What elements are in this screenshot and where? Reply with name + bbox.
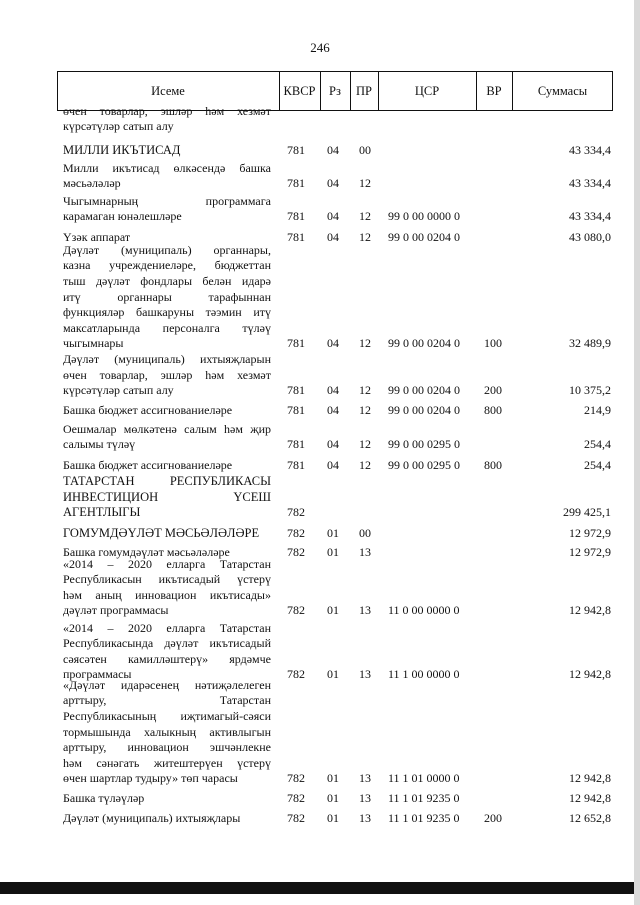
row-name-line: «2014 – 2020 елларга Татарстан	[63, 556, 271, 571]
row-sum: 12 972,9	[569, 545, 611, 559]
table-row	[57, 242, 613, 352]
row-rz: 04	[327, 437, 339, 451]
row-kvsr: 781	[287, 336, 305, 350]
row-pr: 13	[359, 545, 371, 559]
row-vr: 800	[484, 458, 502, 472]
row-csr: 99 0 00 0295 0	[388, 437, 460, 451]
row-name-line: тормышында халыкның активлыгын	[63, 724, 271, 739]
row-kvsr: 782	[287, 526, 305, 540]
row-kvsr: 782	[287, 667, 305, 681]
row-csr: 11 1 01 0000 0	[388, 771, 460, 785]
row-kvsr: 781	[287, 143, 305, 157]
row-name	[63, 403, 271, 419]
row-pr: 13	[359, 791, 371, 805]
row-name-line: «Дәүләт идарәсенең нәтиҗәлелеген	[63, 677, 271, 692]
row-pr: 12	[359, 230, 371, 244]
row-name-line: салымы түләү	[63, 437, 136, 452]
row-sum: 43 080,0	[569, 230, 611, 244]
row-rz: 01	[327, 526, 339, 540]
row-name-line: максатларында персоналга түләү	[63, 320, 271, 335]
row-rz: 04	[327, 143, 339, 157]
row-kvsr: 782	[287, 505, 305, 519]
header-pr: ПР	[356, 84, 372, 98]
row-sum: 43 334,4	[569, 176, 611, 190]
row-rz: 04	[327, 403, 339, 417]
row-name-line: арттыру, инновацион эшчәнлекне	[63, 740, 271, 755]
row-name	[63, 621, 271, 683]
header-sum: Суммасы	[537, 84, 588, 98]
row-name-line: Чыгымнарның программага	[63, 193, 271, 208]
row-csr: 11 0 00 0000 0	[388, 603, 460, 617]
row-name-line: дәүләт программасы	[63, 603, 169, 618]
header-vr: ВР	[486, 84, 502, 98]
row-pr: 12	[359, 403, 371, 417]
row-rz: 01	[327, 771, 339, 785]
row-name-line: программасы	[63, 667, 132, 682]
row-name-line: тыш дәүләт фондлары белән идарә	[63, 274, 271, 289]
row-pr: 00	[359, 143, 371, 157]
page-number: 246	[310, 40, 330, 55]
row-csr: 11 1 01 9235 0	[388, 791, 460, 805]
row-pr: 12	[359, 209, 371, 223]
row-name	[63, 458, 271, 474]
header-name: Исеме	[151, 84, 185, 98]
row-name-line: чыгымнары	[63, 336, 124, 351]
row-csr: 11 1 00 0000 0	[388, 667, 460, 681]
row-name	[63, 422, 271, 453]
row-pr: 00	[359, 526, 371, 540]
row-name-line: һәм аның инновацион икътисады»	[63, 587, 271, 602]
row-kvsr: 781	[287, 230, 305, 244]
row-pr: 13	[359, 603, 371, 617]
row-name-line: күрсәтүләр сатып алу	[63, 119, 174, 134]
row-rz: 04	[327, 336, 339, 350]
row-kvsr: 782	[287, 603, 305, 617]
table-row	[57, 399, 613, 419]
row-name-line: өчен товарлар, эшләр һәм хезмәт	[63, 367, 271, 382]
row-name-line: казна учреждениеләре, бюджеттан	[63, 258, 271, 273]
row-name-line: Үзәк аппарат	[63, 230, 131, 245]
row-kvsr: 781	[287, 209, 305, 223]
row-vr: 100	[484, 336, 502, 350]
table-row	[57, 352, 613, 399]
row-kvsr: 781	[287, 176, 305, 190]
row-pr: 12	[359, 383, 371, 397]
header-csr: ЦСР	[414, 84, 440, 98]
row-name-line: Дәүләт (муниципаль) ихтыяҗларын	[63, 352, 271, 367]
row-name-line: Оешмалар мөлкәтенә салым һәм җир	[63, 421, 271, 436]
row-rz: 01	[327, 811, 339, 825]
row-pr: 12	[359, 437, 371, 451]
row-name	[63, 474, 271, 521]
scan-border	[0, 882, 640, 894]
row-name	[63, 104, 271, 135]
row-rz: 01	[327, 545, 339, 559]
row-kvsr: 782	[287, 545, 305, 559]
row-name	[63, 557, 271, 619]
row-name-line: Республикасын икътисадый үстерү	[63, 572, 271, 587]
row-name-line: АГЕНТЛЫГЫ	[63, 505, 141, 520]
row-sum: 12 942,8	[569, 791, 611, 805]
row-name-line: ИНВЕСТИЦИОН ҮСЕШ	[63, 489, 271, 504]
header-rz: Рз	[329, 84, 341, 98]
row-rz: 04	[327, 209, 339, 223]
row-kvsr: 781	[287, 403, 305, 417]
row-name	[63, 526, 271, 542]
row-kvsr: 781	[287, 458, 305, 472]
row-csr: 99 0 00 0204 0	[388, 336, 460, 350]
row-vr: 200	[484, 811, 502, 825]
row-name-line: һәм сәнәгать житештерүен үстерү	[63, 755, 271, 770]
table-row	[57, 135, 613, 159]
table-row	[57, 103, 613, 135]
row-name-line: ТАТАРСТАН РЕСПУБЛИКАСЫ	[63, 474, 271, 489]
row-name	[63, 352, 271, 399]
row-csr: 11 1 01 9235 0	[388, 811, 460, 825]
row-sum: 43 334,4	[569, 209, 611, 223]
row-pr: 12	[359, 176, 371, 190]
row-name-line: мәсьәләләр	[63, 176, 121, 191]
row-rz: 01	[327, 791, 339, 805]
table-row	[57, 619, 613, 683]
row-sum: 254,4	[584, 437, 611, 451]
row-name-line: карамаган юнәлешләре	[63, 209, 182, 224]
row-csr: 99 0 00 0204 0	[388, 403, 460, 417]
row-csr: 99 0 00 0295 0	[388, 458, 460, 472]
row-csr: 99 0 00 0204 0	[388, 230, 460, 244]
table-row	[57, 419, 613, 453]
row-name-line: Башка бюджет ассигнованиеләре	[63, 403, 233, 418]
row-rz: 01	[327, 603, 339, 617]
table-row	[57, 474, 613, 521]
row-name	[63, 161, 271, 192]
row-kvsr: 781	[287, 383, 305, 397]
row-name-line: Республикасында дәүләт икътисадый	[63, 636, 271, 651]
row-csr: 99 0 00 0000 0	[388, 209, 460, 223]
row-pr: 13	[359, 667, 371, 681]
row-name	[63, 791, 271, 807]
row-name	[63, 194, 271, 225]
row-pr: 13	[359, 771, 371, 785]
row-vr: 200	[484, 383, 502, 397]
row-name-line: арттыру, Татарстан	[63, 693, 271, 708]
row-rz: 01	[327, 667, 339, 681]
row-sum: 10 375,2	[569, 383, 611, 397]
table-row	[57, 192, 613, 225]
row-rz: 04	[327, 383, 339, 397]
row-name-line: Башка гомумдәүләт мәсьәләләре	[63, 545, 230, 560]
row-name-line: «2014 – 2020 елларга Татарстан	[63, 620, 271, 635]
row-name-line: Милли икътисад өлкәсендә башка	[63, 160, 271, 175]
row-name-line: өчен товарлар, эшләр һәм хезмәт	[63, 103, 271, 118]
row-name-line: күрсәтүләр сатып алу	[63, 383, 174, 398]
row-name-line: Дәүләт (муниципаль) ихтыяҗлары	[63, 811, 241, 826]
row-sum: 12 652,8	[569, 811, 611, 825]
row-name	[63, 243, 271, 352]
row-name-line: функцияләр башкаруны тәэмин итү	[63, 305, 271, 320]
row-sum: 254,4	[584, 458, 611, 472]
row-sum: 214,9	[584, 403, 611, 417]
row-kvsr: 782	[287, 771, 305, 785]
row-rz: 04	[327, 458, 339, 472]
row-name-line: Башка түләүләр	[63, 791, 145, 806]
row-name-line: итү органнары тарафыннан	[63, 289, 271, 304]
row-sum: 12 942,8	[569, 771, 611, 785]
row-name-line: өчен шартлар тудыру» төп чарасы	[63, 771, 238, 786]
row-rz: 04	[327, 176, 339, 190]
row-name-line: сәясәтен камилләштерү» ярдәмче	[63, 651, 271, 666]
row-rz: 04	[327, 230, 339, 244]
row-pr: 12	[359, 336, 371, 350]
table-row	[57, 556, 613, 619]
row-name-line: Республикасының иҗтимагый-сәяси	[63, 709, 271, 724]
row-name	[63, 143, 271, 159]
row-kvsr: 782	[287, 811, 305, 825]
row-csr: 99 0 00 0204 0	[388, 383, 460, 397]
table-row	[57, 453, 613, 474]
row-sum: 12 942,8	[569, 667, 611, 681]
row-kvsr: 782	[287, 791, 305, 805]
row-name-line: Дәүләт (муниципаль) органнары,	[63, 242, 271, 257]
table-row	[57, 159, 613, 192]
row-vr: 800	[484, 403, 502, 417]
row-sum: 43 334,4	[569, 143, 611, 157]
table-row	[57, 807, 613, 827]
row-sum: 299 425,1	[563, 505, 611, 519]
row-name-line: МИЛЛИ ИКЪТИСАД	[63, 143, 181, 158]
scan-edge	[634, 0, 640, 905]
table-row	[57, 787, 613, 807]
table-row	[57, 677, 613, 787]
row-sum: 12 972,9	[569, 526, 611, 540]
row-name	[63, 811, 271, 827]
row-name-line: Башка бюджет ассигнованиеләре	[63, 458, 233, 473]
row-sum: 32 489,9	[569, 336, 611, 350]
row-name-line: ГОМУМДӘҮЛӘТ МӘСЬӘЛӘЛӘРЕ	[63, 526, 260, 541]
row-sum: 12 942,8	[569, 603, 611, 617]
row-pr: 13	[359, 811, 371, 825]
header-kvsr: КВСР	[283, 84, 316, 98]
row-kvsr: 781	[287, 437, 305, 451]
budget-table	[57, 71, 613, 881]
table-row	[57, 521, 613, 542]
row-pr: 12	[359, 458, 371, 472]
row-name	[63, 678, 271, 787]
